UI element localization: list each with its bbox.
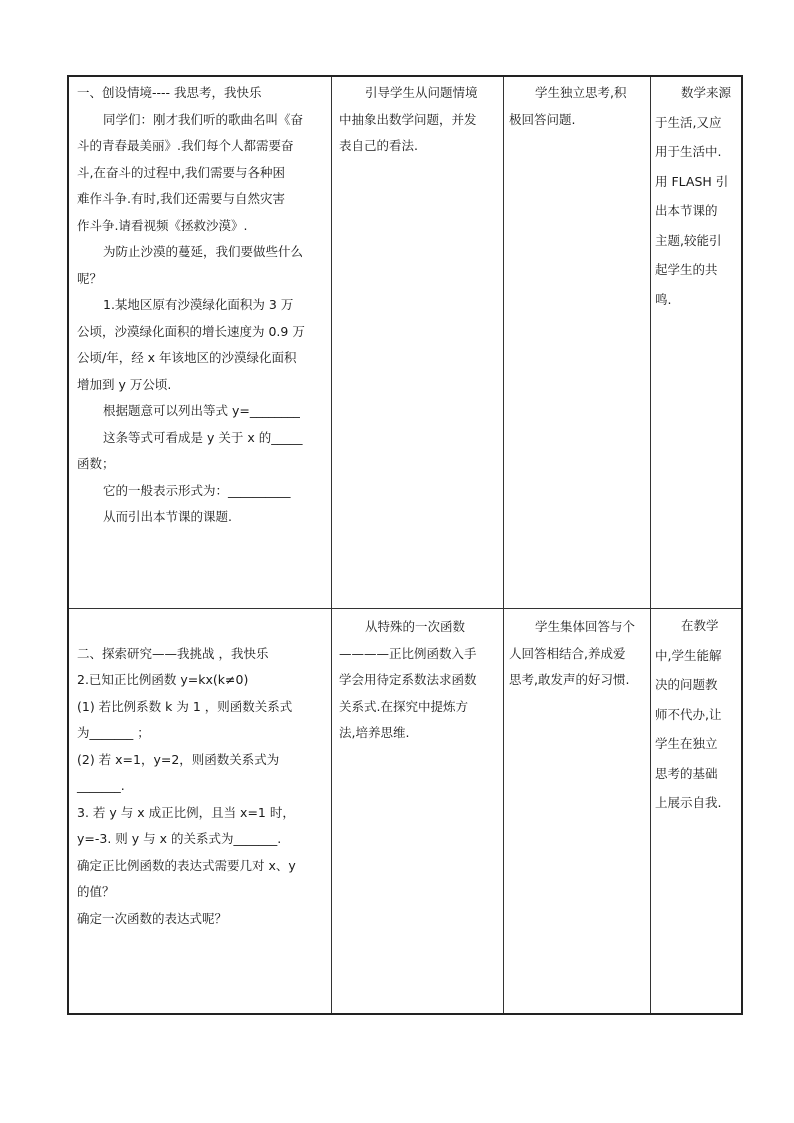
text-line: 在教学 bbox=[681, 618, 719, 633]
text-line: 这条等式可看成是 y 关于 x 的_____ bbox=[103, 429, 303, 445]
text-line bbox=[77, 614, 327, 641]
text-line: 中,学生能解 bbox=[655, 647, 722, 663]
text-line: 根据题意可以列出等式 y=________ bbox=[103, 403, 300, 418]
text-line: 呢？ bbox=[77, 270, 103, 286]
row2-intent-cell bbox=[655, 611, 741, 818]
text-line: 关系式.在探究中提炼方 bbox=[339, 698, 468, 714]
row2-activity-cell bbox=[77, 614, 327, 932]
text-line: 同学们：刚才我们听的歌曲名叫《奋 bbox=[103, 111, 304, 127]
section-heading: 二、探索研究——我挑战 ，我快乐 bbox=[77, 645, 269, 661]
row1-activity-cell bbox=[77, 80, 327, 531]
text-line: 确定正比例函数的表达式需要几对 x、y bbox=[77, 857, 296, 873]
text-line: 函数； bbox=[77, 456, 115, 471]
column-divider bbox=[650, 77, 651, 1013]
text-line: 表自己的看法. bbox=[339, 138, 418, 153]
row1-intent-cell bbox=[655, 78, 741, 314]
text-line: 用 FLASH 引 bbox=[655, 173, 729, 189]
section-heading: 一、创设情境---- 我思考，我快乐 bbox=[77, 85, 262, 100]
text-line: 数学来源 bbox=[681, 85, 732, 100]
text-line: 为防止沙漠的蔓延，我们要做些什么 bbox=[103, 244, 304, 259]
row2-teacher-cell bbox=[339, 614, 499, 747]
text-line: 作斗争.请看视频《拯救沙漠》. bbox=[77, 217, 248, 233]
text-line: (1) 若比例系数 k 为 1 ，则函数关系式 bbox=[77, 698, 293, 714]
text-line: 公顷/年，经 x 年该地区的沙漠绿化面积 bbox=[77, 350, 297, 365]
text-line: 上展示自我. bbox=[655, 795, 722, 810]
text-line: 决的问题教 bbox=[655, 677, 718, 692]
text-line: 主题,较能引 bbox=[655, 232, 722, 248]
text-line: 难作斗争.有时,我们还需要与自然灾害 bbox=[77, 191, 285, 206]
text-line: 2.已知正比例函数 y=kx(k≠0) bbox=[77, 672, 249, 687]
text-line: 为_______ ； bbox=[77, 725, 150, 740]
row1-student-cell bbox=[509, 80, 647, 133]
text-line: 人回答相结合,养成爱 bbox=[509, 645, 626, 661]
text-line: 斗的青春最美丽》.我们每个人都需要奋 bbox=[77, 138, 294, 153]
text-line: 中抽象出数学问题，并发 bbox=[339, 111, 477, 127]
text-line: 学会用待定系数法求函数 bbox=[339, 672, 477, 687]
text-line: 公顷，沙漠绿化面积的增长速度为 0.9 万 bbox=[77, 323, 305, 339]
text-line: 增加到 y 万公顷. bbox=[77, 376, 172, 392]
text-line: 它的一般表示形式为：__________ bbox=[103, 482, 291, 498]
text-line: 从而引出本节课的课题. bbox=[103, 509, 232, 524]
text-line: 斗,在奋斗的过程中,我们需要与各种困 bbox=[77, 164, 285, 180]
text-line: ————正比例函数入手 bbox=[339, 645, 477, 661]
row1-teacher-cell bbox=[339, 80, 499, 160]
column-divider bbox=[503, 77, 504, 1013]
text-line: 鸣. bbox=[655, 291, 672, 307]
row-divider bbox=[69, 608, 741, 609]
text-line: 学生集体回答与个 bbox=[535, 619, 636, 634]
lesson-plan-table bbox=[67, 75, 743, 1015]
text-line: 思考的基础 bbox=[655, 765, 718, 781]
column-divider bbox=[331, 77, 332, 1013]
text-line: 起学生的共 bbox=[655, 262, 718, 277]
row2-student-cell bbox=[509, 614, 647, 694]
text-line: _______. bbox=[77, 778, 125, 793]
text-line: 极回答问题. bbox=[509, 111, 576, 127]
text-line: 思考,敢发声的好习惯. bbox=[509, 672, 630, 687]
text-line: 1.某地区原有沙漠绿化面积为 3 万 bbox=[103, 297, 294, 312]
text-line: 法,培养思维. bbox=[339, 725, 410, 740]
text-line: 师不代办,让 bbox=[655, 706, 722, 722]
text-line: 确定一次函数的表达式呢？ bbox=[77, 910, 228, 926]
text-line: 引导学生从问题情境 bbox=[365, 85, 478, 100]
text-line: 从特殊的一次函数 bbox=[365, 619, 466, 634]
text-line: 学生独立思考,积 bbox=[535, 85, 627, 100]
text-line: 出本节课的 bbox=[655, 203, 718, 218]
text-line: y=-3. 则 y 与 x 的关系式为_______. bbox=[77, 831, 282, 846]
text-line: 于生活,又应 bbox=[655, 114, 722, 130]
text-line: 3. 若 y 与 x 成正比例，且当 x=1 时， bbox=[77, 804, 295, 820]
text-line: (2) 若 x=1，y=2，则函数关系式为 bbox=[77, 751, 280, 767]
text-line: 学生在独立 bbox=[655, 736, 718, 751]
text-line: 用于生活中. bbox=[655, 144, 722, 159]
text-line: 的值？ bbox=[77, 884, 115, 899]
